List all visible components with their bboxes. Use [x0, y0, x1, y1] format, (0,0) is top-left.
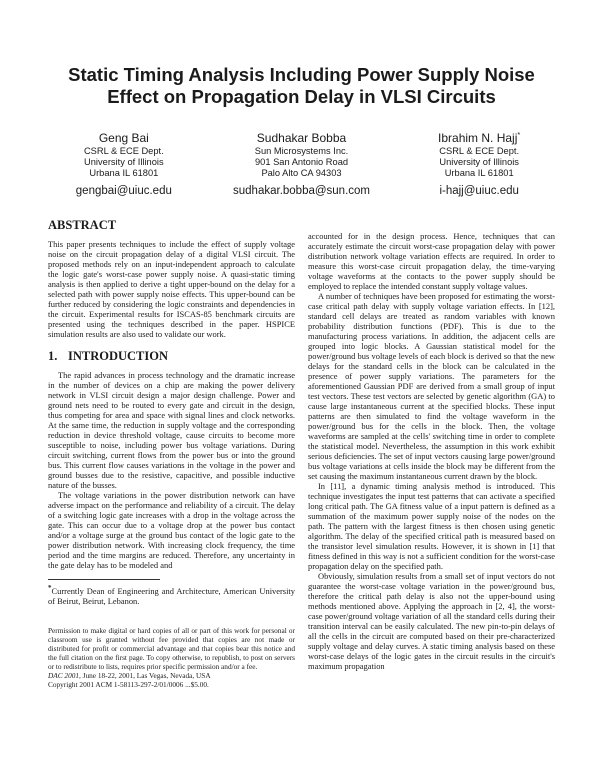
abstract-paragraph: This paper presents techniques to include the effect of supply voltage noise on the circuit propagation delay of a digital VLSI circuit. The proposed methods rely on an input-independent approach to calculate the logic gate's worst-case power supply noise. A quasi-static timing analysis is then applied to derive a tight upper-bound on the delay for a selected path with power supply noise effects. This upper-bound can be further reduced by considering the logic constraints and dependencies in the circuit. Experimental results for ISCAS-85 benchmark circuits are presented using the techniques described in the paper. HSPICE simulation results are also used to validate our work.	[48, 238, 295, 339]
author-3-name: Ibrahim N. Hajj*	[438, 130, 521, 146]
section-1-number: 1.	[48, 348, 58, 363]
author-2-name: Sudhakar Bobba	[256, 131, 347, 146]
footnote-rule	[48, 579, 160, 580]
body-paragraph-2: A number of techniques have been proposed for estimating the worst-case critical path delay with supply voltage variation effects. In [12], standard cell delays are treated as random variables with known probability distribution functions (PDF). This is due to the manufacturing process variations. In addition, the adjacent cells are grouped into logic blocks. A Gaussian statistical model for the power/ground bus voltage levels of each block is derived so that the new delays for the standard cells in the block can be calculated in the presence of power supply variations. The parameters for the aforementioned Gaussian PDF are derived from a small group of input test vectors. These test vectors are selected by genetic algorithm (GA) to cause large instantaneous current at the specified blocks. These input patterns are then simulated to find the voltage waveform in the power/ground bus for the cells in the block. Then, the voltage waveforms are sampled at the cells' switching time in order to complete the statistical model. Nevertheless, the assumption in this work exhibit serious deficiencies. The set of input vectors causing large power/ground bus voltage variations at cells inside the block may be different from the set causing the maximum instantaneous current drawn by the block.	[308, 290, 555, 481]
copyright-line: Copyright 2001 ACM 1-58113-297-2/01/0006 ...$5.00.	[48, 679, 209, 689]
author-1-affiliation-city: Urbana IL 61801	[89, 168, 159, 179]
author-3	[403, 130, 555, 196]
author-1	[48, 130, 200, 196]
copyright-block	[48, 627, 295, 689]
abstract-heading: ABSTRACT	[48, 217, 117, 232]
author-block	[48, 130, 555, 196]
author-3-note-marker: *	[517, 130, 521, 140]
two-column-body	[48, 219, 555, 690]
intro-paragraph-1: The rapid advances in process technology and the dramatic increase in the number of devices on a chip are making the power delivery network in VLSI circuit design a major design challenge. Power and ground nets need to be routed to every gate and circuit in the design, thus competing for area and space with signal lines and clock networks. At the same time, the reduction in supply voltage and the corresponding reduction in device threshold voltage, cause circuits to become more susceptible to noise, including power bus voltage variations. During circuit switching, current flows from the power bus or into the ground bus. This current flow causes variations in the voltage in the power and ground busses due to the resistive, capacitive, and possible inductive nature of the busses.	[48, 370, 295, 491]
body-paragraph-3: In [11], a dynamic timing analysis method is introduced. This technique investigates the input test patterns that can activate a specified long critical path. The GA fitness value of a input pattern is defined as a summation of the maximum power supply noise of the nodes on the path. The pattern with the largest fitness is then chosen using genetic algorithm. The delay of the specified critical path is measured based on the transistor level simulation results. However, it is shown in [1] that fitness defined in this way is not a sufficient condition for the worst-case propagation delay on the specified path.	[308, 480, 555, 571]
intro-paragraph-2: The voltage variations in the power distribution network can have adverse impact on the performance and reliability of a circuit. The delay of a switching logic gate increases with a drop in the voltage across the gate. This can occur due to a voltage drop at the power bus contact and/or a voltage surge at the ground bus contact of the logic gate to the power distribution network. With increasing clock frequency, the time period and the time margins are reduced. Therefore, any uncertainty in the gate delay has to be modeled and	[48, 490, 295, 571]
footnote-marker: *	[48, 584, 52, 593]
author-1-affiliation-org: University of Illinois	[84, 157, 164, 168]
author-2-affiliation-city: Palo Alto CA 94303	[261, 168, 342, 179]
section-1-title: INTRODUCTION	[68, 348, 169, 363]
author-1-affiliation-dept: CSRL & ECE Dept.	[83, 145, 164, 156]
author-3-affiliation-dept: CSRL & ECE Dept.	[439, 145, 520, 156]
right-column	[308, 219, 555, 690]
author-1-name: Geng Bai	[98, 131, 149, 146]
author-3-affiliation-city: Urbana IL 61801	[444, 168, 514, 179]
paper-title: Static Timing Analysis Including Power Supply Noise Effect on Propagation Delay in VLSI Circuits	[68, 64, 535, 108]
author-1-email: gengbai@uiuc.edu	[75, 184, 172, 197]
author-2-email: sudhakar.bobba@sun.com	[233, 184, 370, 197]
section-1-heading	[48, 350, 295, 364]
permission-notice: Permission to make digital or hard copies of all or part of this work for personal or classroom use is granted without fee provided that copies are not made or distributed for profit or commercial advantage and that copies bear this notice and the full citation on the first page. To copy otherwise, to republish, to post on servers or to redistribute to lists, requires prior specific permission and/or a fee.	[48, 626, 295, 671]
body-paragraph-1: accounted for in the design process. Hence, techniques that can accurately estimate the circuit worst-case propagation delay with power distribution network voltage variation effects are required. In order to measure this worst-case circuit propagation delay, the time-varying voltage waveforms at the contacts to the power supply should be employed to replace the intended constant supply voltage values.	[308, 230, 555, 291]
conference-line: DAC 2001, June 18-22, 2001, Las Vegas, Nevada, USA	[48, 670, 211, 680]
author-2-affiliation-dept: Sun Microsystems Inc.	[254, 145, 349, 156]
author-2	[226, 130, 378, 196]
author-3-email: i-hajj@uiuc.edu	[439, 184, 519, 197]
author-footnote: *Currently Dean of Engineering and Architecture, American University of Beirut, Beirut, Lebanon.	[48, 584, 295, 607]
author-3-affiliation-org: University of Illinois	[439, 157, 519, 168]
left-column	[48, 219, 295, 690]
author-2-affiliation-org: 901 San Antonio Road	[254, 157, 349, 168]
body-paragraph-4: Obviously, simulation results from a small set of input vectors do not guarantee the worst-case voltage variation in the power/ground bus, therefore the critical path delay is also not the upper-bound using methods mentioned above. Applying the approach in [2, 4], the worst-case power/ground voltage variation of all the standard cells during their transition interval can be easily calculated. The new pin-to-pin delays of all the cells in the circuit are computed based on their pre-characterized supply voltage and delay curves. A static timing analysis based on these worst-case delays of the logic gates in the circuit results in the circuit's maximum propagation	[308, 570, 555, 671]
